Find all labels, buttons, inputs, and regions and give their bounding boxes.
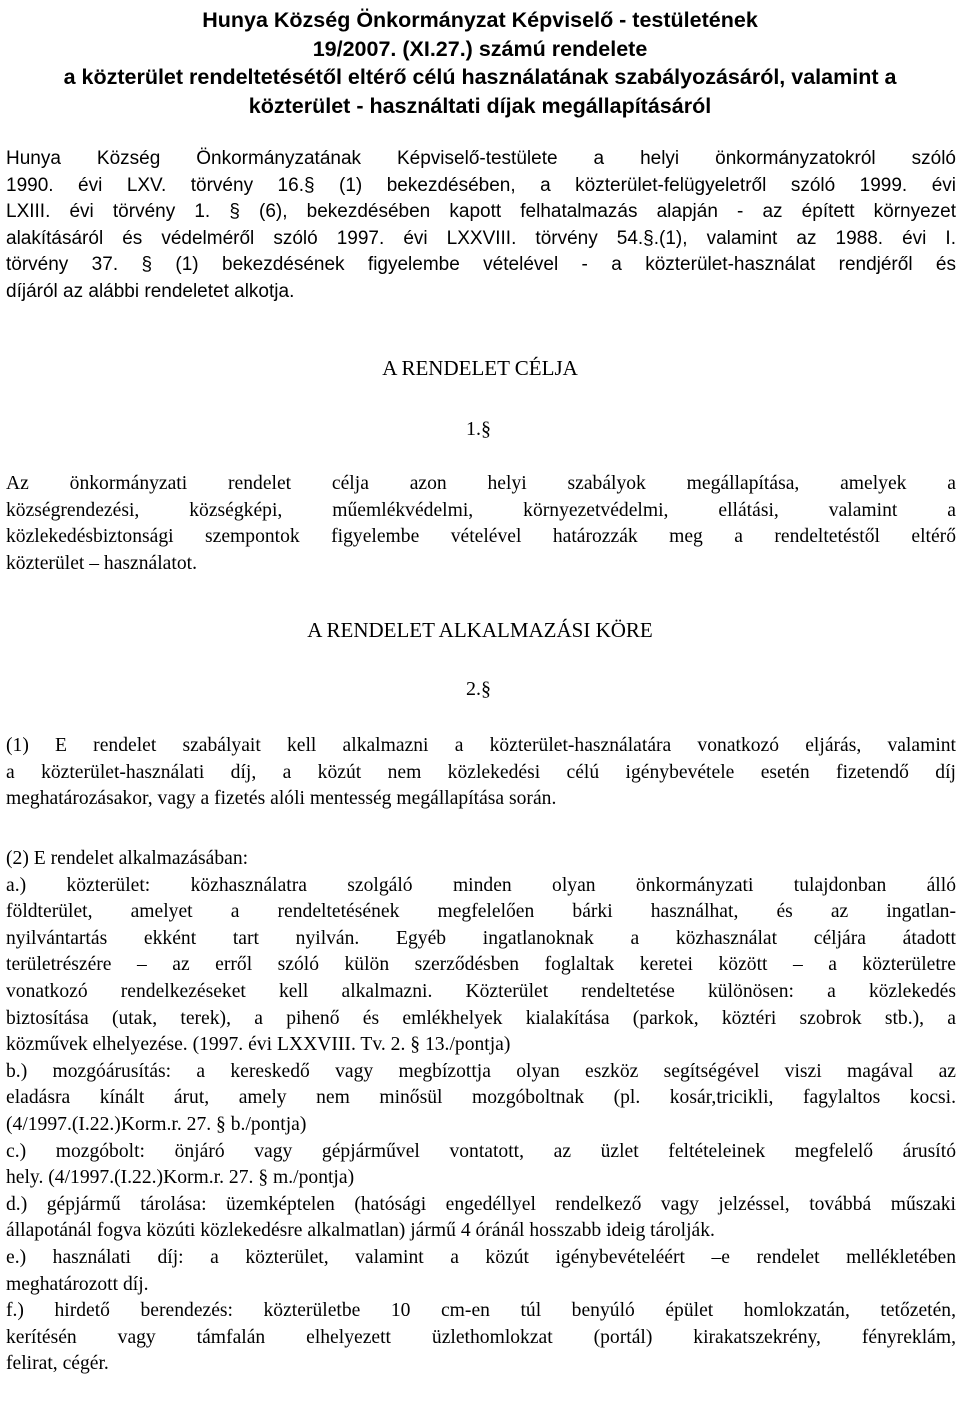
section-1-heading: A RENDELET CÉLJA	[382, 356, 578, 380]
paragraph-line: a közterület-használati díj, a közút nem közlekedési célú igénybevétele esetén fizetendő díj	[6, 761, 956, 783]
definition-b-line: eladásra kínált árut, amely nem minősül mozgóboltnak (pl. kosár,tricikli, fagylaltos kocsi.	[6, 1087, 956, 1109]
paragraph-line: meghatározásakor, vagy a fizetés alóli mentesség megállapítása során.	[6, 788, 557, 810]
section-2-paragraph-1	[6, 733, 956, 813]
definition-c-line: hely. (4/1997.(I.22.)Korm.r. 27. § m./pontja)	[6, 1167, 355, 1189]
paragraph-line: közlekedésbiztonsági szempontok figyelembe vételével határozzák meg a rendeltetéstől eltérő	[6, 526, 956, 548]
title-line-2: 19/2007. (XI.27.) számú rendelete	[312, 36, 648, 61]
section-2-number: 2.§	[466, 678, 491, 700]
definition-e-line: meghatározott díj.	[6, 1273, 149, 1295]
title-line-4: közterület - használtati díjak megállapításáról	[248, 93, 712, 118]
preamble-line: díjáról az alábbi rendeletet alkotja.	[6, 280, 295, 302]
section-1-number: 1.§	[466, 418, 491, 440]
section-1-paragraph	[6, 471, 956, 577]
definition-f-line: kerítésén vagy támfalán elhelyezett üzlethomlokzat (portál) kirakatszekrény, fényreklám,	[6, 1326, 956, 1348]
definition-a-line: vonatkozó rendelkezéseket kell alkalmazni. Közterület rendeltetése különösen: a közlekedés	[6, 980, 956, 1002]
definition-a-line: biztosítása (utak, terek), a pihenő és emlékhelyek kialakítása (parkok, köztéri szobrok stb.), a	[6, 1007, 956, 1029]
preamble-line: Hunya Község Önkormányzatának Képviselő-testülete a helyi önkormányzatokról szóló	[6, 148, 956, 169]
title-line-3: a közterület rendeltetésétől eltérő célú használatának szabályozásáról, valamint a	[63, 65, 897, 89]
definition-c-line: c.) mozgóbolt: önjáró vagy gépjárművel vontatott, az üzlet feltételeinek megfelelő árusító	[6, 1140, 956, 1162]
paragraph-line: Az önkormányzati rendelet célja azon helyi szabályok megállapítása, amelyek a	[6, 473, 956, 494]
preamble-line: alakításáról és védelméről szóló 1997. évi LXXVIII. törvény 54.§.(1), valamint az 1988. évi I.	[6, 227, 956, 249]
definition-b-line: b.) mozgóárusítás: a kereskedő vagy megbízottja olyan eszköz segítségével viszi magával az	[6, 1060, 956, 1082]
definition-d-line: állapotánál fogva közúti közlekedésre alkalmatlan) jármű 4 óránál hosszabb ideig tárolják.	[6, 1220, 715, 1242]
paragraph-line: (1) E rendelet szabályait kell alkalmazni a közterület-használatára vonatkozó eljárás, valamint	[6, 735, 956, 756]
definition-f-line: f.) hirdető berendezés: közterületbe 10 cm-en túl benyúló épület homlokzatán, tetőzetén,	[6, 1300, 956, 1322]
definition-a-line: területrészére – az erről szóló külön szerződésben foglaltak keretei között – a közterületre	[6, 954, 956, 976]
preamble-line: 1990. évi LXV. törvény 16.§ (1) bekezdésében, a közterület-felügyeletről szóló 1999. évi	[6, 174, 956, 196]
definition-a-line: földterület, amelyet a rendeltetésének megfelelően bárki használhat, és az ingatlan-	[6, 901, 956, 923]
definition-a-line: nyilvántartás ekként tart nyilván. Egyéb ingatlanoknak a közhasználat céljára átadott	[6, 927, 956, 949]
definition-b-line: (4/1997.(I.22.)Korm.r. 27. § b./pontja)	[6, 1113, 307, 1135]
section-2-heading: A RENDELET ALKALMAZÁSI KÖRE	[307, 618, 653, 642]
section-2-paragraph-2	[6, 846, 956, 1378]
paragraph-line: közterület – használatot.	[6, 552, 197, 574]
preamble-line: törvény 37. § (1) bekezdésének figyelembe vételével - a közterület-használat rendjéről és	[6, 254, 956, 275]
definition-a-line: közművek elhelyezése. (1997. évi LXXVIII. Tv. 2. § 13./pontja)	[6, 1034, 511, 1056]
definition-d-line: d.) gépjármű tárolása: üzemképtelen (hatósági engedéllyel rendelkező vagy jelzéssel, továbbá műszaki	[6, 1193, 956, 1215]
preamble-line: LXIII. évi törvény 1. § (6), bekezdésében kapott felhatalmazás alapján - az épített környezet	[6, 201, 956, 222]
definition-a-line: a.) közterület: közhasználatra szolgáló minden olyan önkormányzati tulajdonban álló	[6, 874, 956, 896]
title-line-1: Hunya Község Önkormányzat Képviselő - testületének	[202, 8, 758, 32]
definition-f-line: felirat, cégér.	[6, 1353, 109, 1375]
document-title	[0, 6, 960, 120]
definition-e-line: e.) használati díj: a közterület, valamint a közút igénybevételéért –e rendelet mellékletében	[6, 1246, 956, 1268]
preamble-paragraph	[6, 146, 956, 305]
paragraph-line: (2) E rendelet alkalmazásában:	[6, 848, 249, 869]
paragraph-line: községrendezési, községképi, műemlékvédelmi, környezetvédelmi, ellátási, valamint a	[6, 499, 956, 521]
